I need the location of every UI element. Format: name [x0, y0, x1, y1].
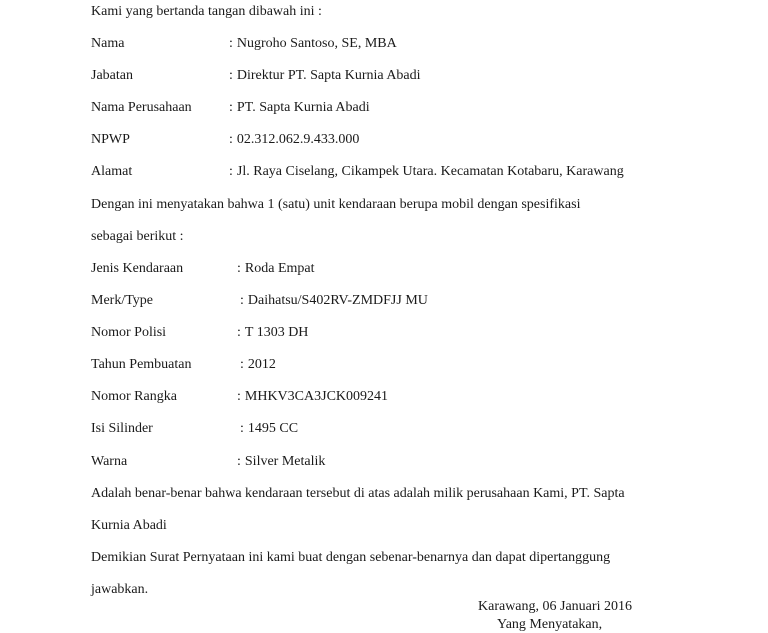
ownership-line-1: Adalah benar-benar bahwa kendaraan tersebut di atas adalah milik perusahaan Kami, PT. Sapta [91, 486, 625, 501]
ownership-line-2: Kurnia Abadi [91, 518, 167, 533]
intro-text: Kami yang bertanda tangan dibawah ini : [91, 4, 322, 19]
field-value-nama: : Nugroho Santoso, SE, MBA [229, 36, 397, 51]
field-value-nomor-rangka: : MHKV3CA3JCK009241 [237, 389, 389, 404]
field-value-jabatan: : Direktur PT. Sapta Kurnia Abadi [229, 68, 421, 83]
field-value-nomor-polisi: : T 1303 DH [237, 325, 309, 340]
field-label-nama: Nama [91, 36, 125, 51]
field-label-tahun-pembuatan: Tahun Pembuatan [91, 357, 192, 372]
field-label-npwp: NPWP [91, 132, 130, 147]
field-label-alamat: Alamat [91, 164, 133, 179]
field-value-npwp: : 02.312.062.9.433.000 [229, 132, 360, 147]
signature-declarant: Yang Menyatakan, [497, 617, 603, 632]
field-label-isi-silinder: Isi Silinder [91, 421, 153, 436]
field-value-tahun-pembuatan: : 2012 [240, 357, 276, 372]
closing-line-1: Demikian Surat Pernyataan ini kami buat dengan sebenar-benarnya dan dapat dipertanggung [91, 550, 611, 565]
field-value-warna: : Silver Metalik [237, 454, 326, 469]
field-value-isi-silinder: : 1495 CC [240, 421, 299, 436]
field-label-warna: Warna [91, 454, 128, 469]
field-value-merk-type: : Daihatsu/S402RV-ZMDFJJ MU [240, 293, 428, 308]
field-label-jabatan: Jabatan [91, 68, 133, 83]
field-label-merk-type: Merk/Type [91, 293, 154, 308]
statement-line-1: Dengan ini menyatakan bahwa 1 (satu) unit kendaraan berupa mobil dengan spesifikasi [91, 197, 581, 212]
field-value-jenis-kendaraan: : Roda Empat [237, 261, 315, 276]
field-value-nama-perusahaan: : PT. Sapta Kurnia Abadi [229, 100, 370, 115]
statement-line-2: sebagai berikut : [91, 229, 184, 244]
field-label-jenis-kendaraan: Jenis Kendaraan [91, 261, 184, 276]
field-label-nama-perusahaan: Nama Perusahaan [91, 100, 192, 115]
field-label-nomor-polisi: Nomor Polisi [91, 325, 167, 340]
signature-place-date: Karawang, 06 Januari 2016 [478, 599, 632, 614]
closing-line-2: jawabkan. [91, 582, 149, 597]
field-label-nomor-rangka: Nomor Rangka [91, 389, 177, 404]
field-value-alamat: : Jl. Raya Ciselang, Cikampek Utara. Kecamatan Kotabaru, Karawang [229, 164, 624, 179]
